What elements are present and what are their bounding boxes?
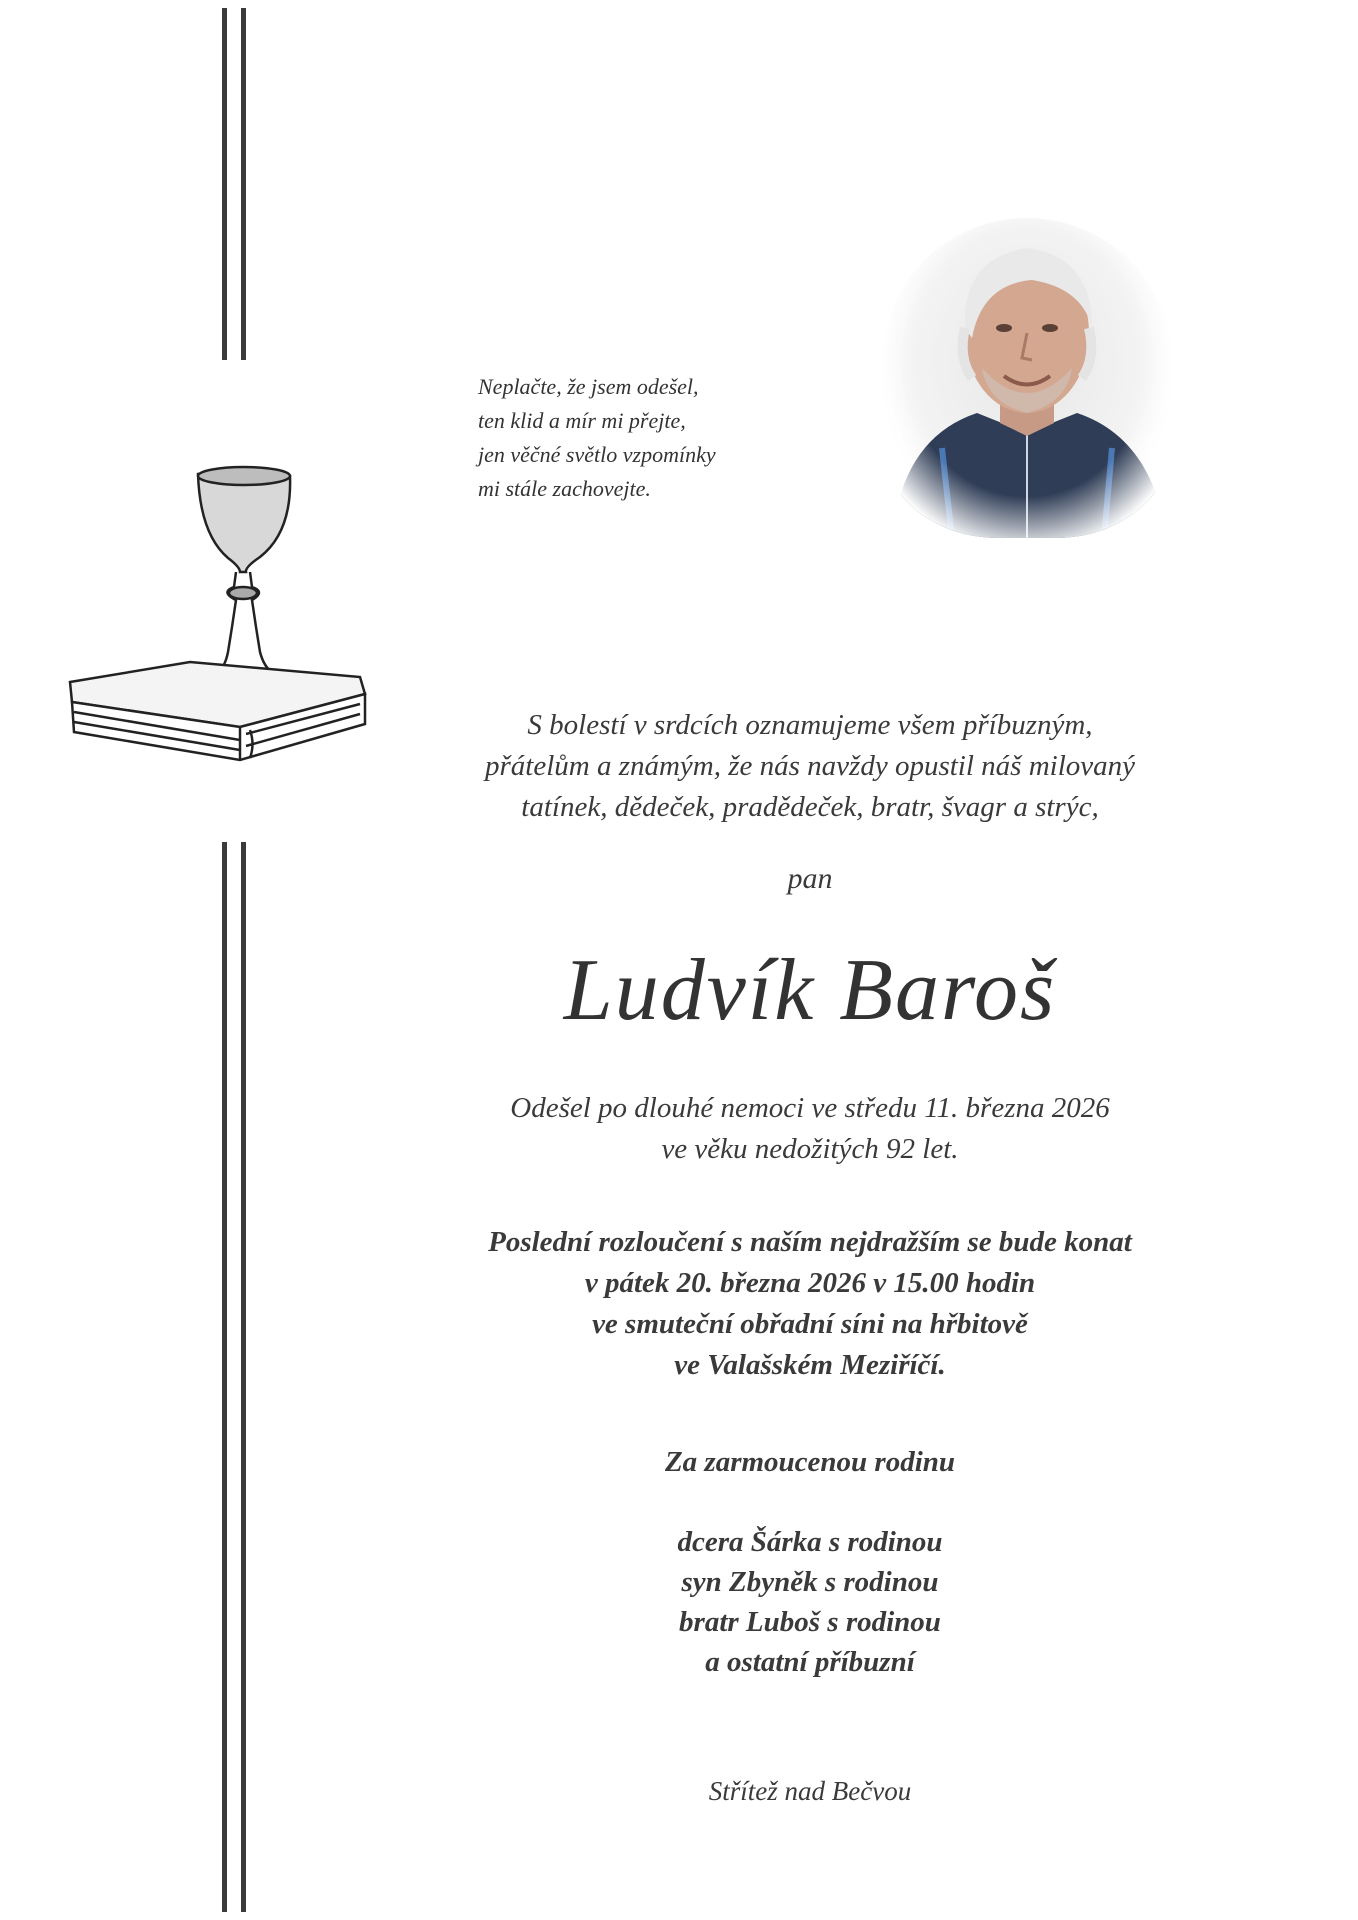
family-member: a ostatní příbuzní <box>705 1646 915 1678</box>
salutation: pan <box>787 862 833 895</box>
poem-line: mi stále zachovejte. <box>478 476 651 501</box>
portrait-photo <box>882 218 1172 538</box>
announcement-line: tatínek, dědeček, pradědeček, bratr, švagr a strýc, <box>521 791 1099 823</box>
bottom-rule-left <box>222 842 227 1912</box>
chalice-on-book-illustration <box>60 462 370 782</box>
family-members <box>380 1522 1240 1682</box>
announcement-line: přátelům a známým, že nás navždy opustil náš milovaný <box>484 750 1136 782</box>
top-rule-left <box>222 8 227 360</box>
place-name: Střítež nad Bečvou <box>708 1776 912 1806</box>
family-member: dcera Šárka s rodinou <box>677 1526 943 1558</box>
farewell-line: v pátek 20. března 2026 v 15.00 hodin <box>584 1267 1036 1299</box>
death-notice-line: Odešel po dlouhé nemoci ve středu 11. března 2026 <box>510 1092 1110 1124</box>
portrait-illustration <box>882 218 1172 538</box>
farewell-info <box>380 1222 1240 1386</box>
announcement-line: S bolestí v srdcích oznamujeme všem příbuzným, <box>527 709 1093 741</box>
announcement <box>380 705 1240 828</box>
poem-line: Neplačte, že jsem odešel, <box>478 374 699 399</box>
poem-line: ten klid a mír mi přejte, <box>478 408 686 433</box>
deceased-name: Ludvík Baroš <box>563 942 1057 1039</box>
top-rule-right <box>241 8 246 360</box>
death-notice-line: ve věku nedožitých 92 let. <box>661 1133 959 1165</box>
farewell-line: ve Valašském Meziříčí. <box>674 1349 946 1381</box>
poem-line: jen věčné světlo vzpomínky <box>478 442 716 467</box>
farewell-line: ve smuteční obřadní síni na hřbitově <box>592 1308 1028 1340</box>
poem <box>478 370 778 506</box>
death-notice <box>380 1088 1240 1170</box>
family-member: bratr Luboš s rodinou <box>679 1606 941 1638</box>
farewell-line: Poslední rozloučení s naším nejdražším se bude konat <box>488 1226 1132 1258</box>
family-member: syn Zbyněk s rodinou <box>681 1566 939 1598</box>
family-heading: Za zarmoucenou rodinu <box>664 1446 956 1478</box>
bottom-rule-right <box>241 842 246 1912</box>
